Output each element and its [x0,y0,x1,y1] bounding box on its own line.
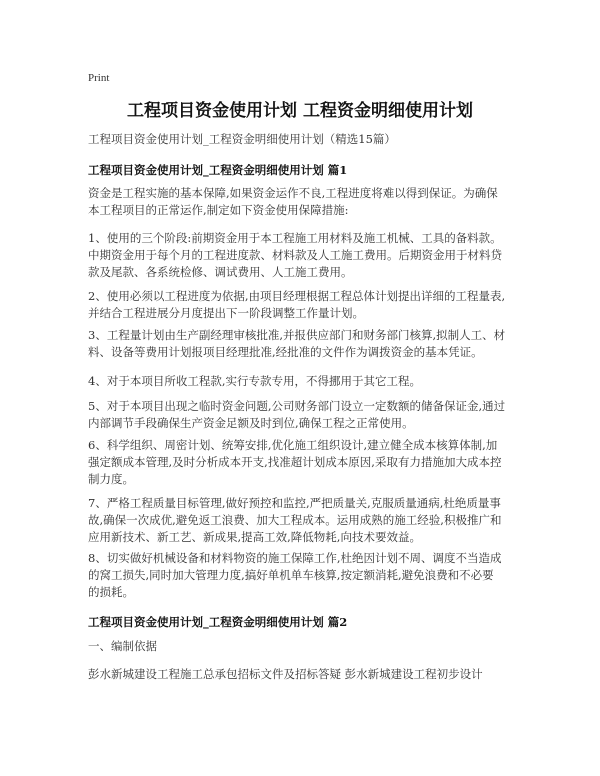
text-line: 并结合工程进展分月度提出下一阶段调整工作量计划。 [88,306,364,320]
paragraph-basis-heading [88,638,516,655]
document-subtitle: 工程项目资金使用计划_工程资金明细使用计划（精选15篇） [88,132,396,146]
text-line: 内部调节手段确保生产资金足额及时到位,确保工程之正常使用。 [88,416,414,430]
paragraph-item-6 [88,437,516,488]
text-line: 款及尾款、各系统检修、调试费用、人工施工费用。 [88,265,353,279]
paragraph-item-2 [88,288,516,322]
text-line: 6、科学组织、周密计划、统筹安排,优化施工组织设计,建立健全成本核算体制,加 [88,438,498,452]
text-line: 制力度。 [88,472,134,486]
section-heading-1: 工程项目资金使用计划_工程资金明细使用计划 篇1 [88,163,348,177]
text-line: 彭水新城建设工程施工总承包招标文件及招标答疑 彭水新城建设工程初步设计 [88,667,483,681]
print-link[interactable]: Print [88,72,110,84]
text-line: 5、对于本项目出现之临时资金问题,公司财务部门设立一定数额的储备保证金,通过 [88,399,506,413]
text-line: 8、切实做好机械设备和材料物资的施工保障工作,杜绝因计划不周、调度不当造成 [88,551,502,565]
text-line: 7、严格工程质量目标管理,做好预控和监控,严把质量关,克服质量通病,杜绝质量事 [88,496,501,510]
text-line: 强定额成本管理,及时分析成本开支,找准超计划成本原因,采取有力措施加大成本控 [88,455,502,469]
text-line: 4、对于本项目所收工程款,实行专款专用，不得挪用于其它工程。 [88,374,421,388]
text-line: 资金是工程实施的基本保障,如果资金运作不良,工程进度将难以得到保证。为确保 [88,186,498,200]
page-title: 工程项目资金使用计划 工程资金明细使用计划 [127,101,473,121]
text-line: 料、设备等费用计划报项目经理批准,经批准的文件作为调拨资金的基本凭证。 [88,345,483,359]
text-line: 应用新技术、新工艺、新成果,提高工效,降低物耗,向技术要效益。 [88,530,421,544]
paragraph-item-8 [88,550,516,601]
text-line: 的窝工损失,同时加大管理力度,搞好单机单车核算,按定额消耗,避免浪费和不必要 [88,568,494,582]
section-heading-2: 工程项目资金使用计划_工程资金明细使用计划 篇2 [88,615,348,629]
text-line: 本工程项目的正常运作,制定如下资金使用保障措施: [88,203,349,217]
text-line: 1、使用的三个阶段:前期资金用于本工程施工用材料及施工机械、工具的备料款。 [88,231,502,245]
text-line: 3、工程量计划由生产副经理审核批准,并报供应部门和财务部门核算,拟制人工、材 [88,328,506,342]
paragraph-intro [88,185,516,219]
text-line: 中期资金用于每个月的工程进度款、材料款及人工施工费用。后期资金用于材料贷 [88,248,502,262]
paragraph-item-7 [88,495,516,546]
text-line: 一、编制依据 [88,639,157,653]
text-line: 2、使用必须以工程进度为依据,由项目经理根据工程总体计划提出详细的工程量表, [88,289,506,303]
paragraph-basis-text [88,666,516,683]
paragraph-item-3 [88,327,516,361]
paragraph-item-1 [88,230,516,281]
paragraph-item-4 [88,373,516,390]
text-line: 故,确保一次成优,避免返工浪费、加大工程成本。运用成熟的施工经验,积极推广和 [88,513,502,527]
paragraph-item-5 [88,398,516,432]
text-line: 的损耗。 [88,585,134,599]
